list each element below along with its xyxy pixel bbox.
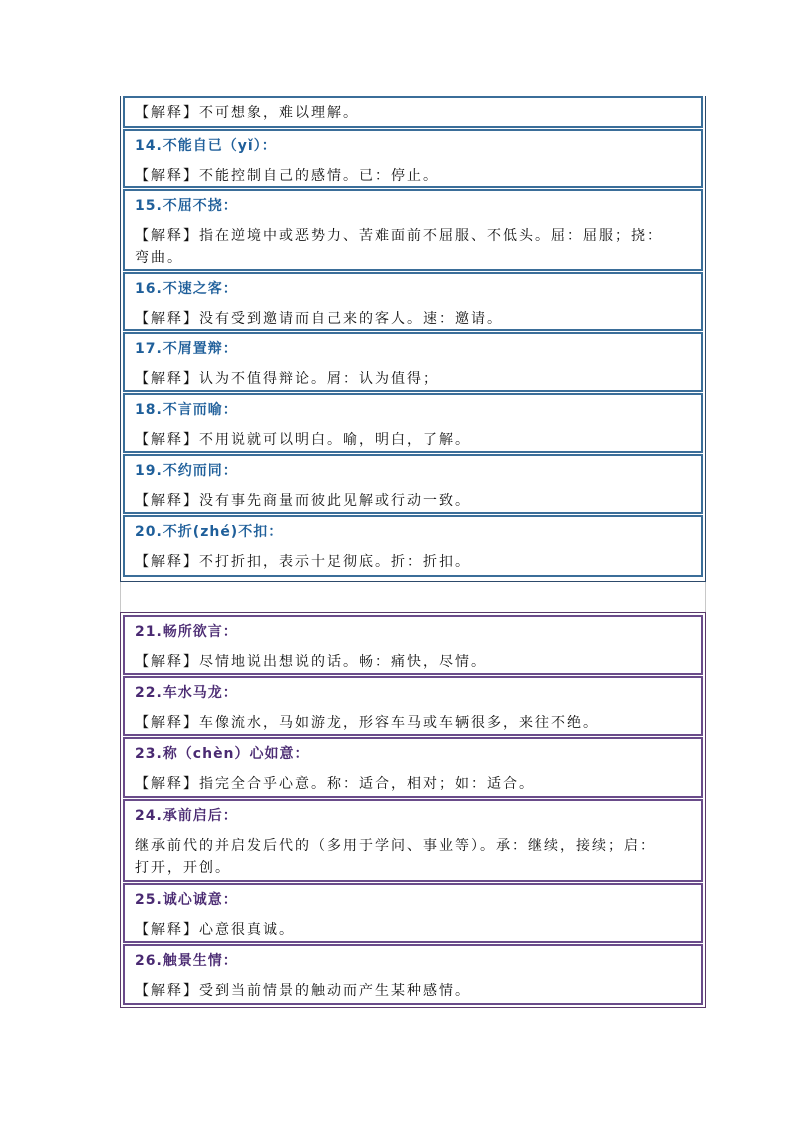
table-row: [123, 96, 703, 128]
explanation-text: 【解释】不能控制自己的感情。已：停止。: [135, 168, 439, 184]
explanation-text: 【解释】不用说就可以明白。喻，明白，了解。: [135, 432, 471, 448]
table-row: [123, 129, 703, 188]
explanation-text: 打开，开创。: [135, 860, 231, 876]
table-row: [123, 737, 703, 798]
explanation-text: 【解释】指完全合乎心意。称：适合，相对；如：适合。: [135, 776, 535, 792]
table-row: [123, 799, 703, 882]
idiom-term: 21.畅所欲言：: [135, 624, 238, 640]
explanation-text: 【解释】受到当前情景的触动而产生某种感情。: [135, 983, 471, 999]
idiom-term: 24.承前启后：: [135, 808, 238, 824]
explanation-text: 【解释】车像流水，马如游龙，形容车马或车辆很多，来往不绝。: [135, 715, 599, 731]
explanation-text: 继承前代的并启发后代的（多用于学问、事业等）。承：继续，接续；启：: [135, 838, 656, 854]
idiom-term: 17.不屑置辩：: [135, 341, 238, 357]
explanation-text: 【解释】没有事先商量而彼此见解或行动一致。: [135, 493, 471, 509]
idiom-term: 23.称（chèn）心如意：: [135, 746, 310, 762]
table-row: [123, 883, 703, 943]
table-gap: [120, 582, 706, 612]
table-row: [123, 189, 703, 271]
idiom-term: 14.不能自已（yǐ）：: [135, 138, 277, 154]
idiom-term: 15.不屈不挠：: [135, 198, 238, 214]
explanation-text: 【解释】指在逆境中或恶势力、苦难面前不屈服、不低头。屈：屈服；挠：: [135, 228, 663, 244]
table-row: [123, 676, 703, 736]
idiom-term: 19.不约而同：: [135, 463, 238, 479]
idiom-term: 20.不折(zhé)不扣：: [135, 524, 284, 540]
idiom-term: 25.诚心诚意：: [135, 892, 238, 908]
explanation-text: 【解释】尽情地说出想说的话。畅：痛快，尽情。: [135, 654, 487, 670]
table-row: [123, 332, 703, 392]
idiom-term: 16.不速之客：: [135, 281, 238, 297]
explanation-text: 弯曲。: [135, 250, 183, 266]
idiom-table-1: [120, 96, 706, 582]
explanation-text: 【解释】认为不值得辩论。屑：认为值得；: [135, 371, 439, 387]
explanation-text: 【解释】不可想象，难以理解。: [135, 105, 359, 121]
explanation-text: 【解释】没有受到邀请而自己来的客人。速：邀请。: [135, 311, 503, 327]
idiom-table-2: [120, 612, 706, 1008]
idiom-term: 22.车水马龙：: [135, 685, 238, 701]
table-row: [123, 454, 703, 514]
table-row: [123, 515, 703, 577]
explanation-text: 【解释】不打折扣，表示十足彻底。折：折扣。: [135, 554, 471, 570]
table-row: [123, 944, 703, 1005]
idiom-term: 26.触景生情：: [135, 953, 238, 969]
table-row: [123, 272, 703, 331]
idiom-term: 18.不言而喻：: [135, 402, 238, 418]
table-row: [123, 393, 703, 453]
table-row: [123, 615, 703, 675]
explanation-text: 【解释】心意很真诚。: [135, 922, 295, 938]
